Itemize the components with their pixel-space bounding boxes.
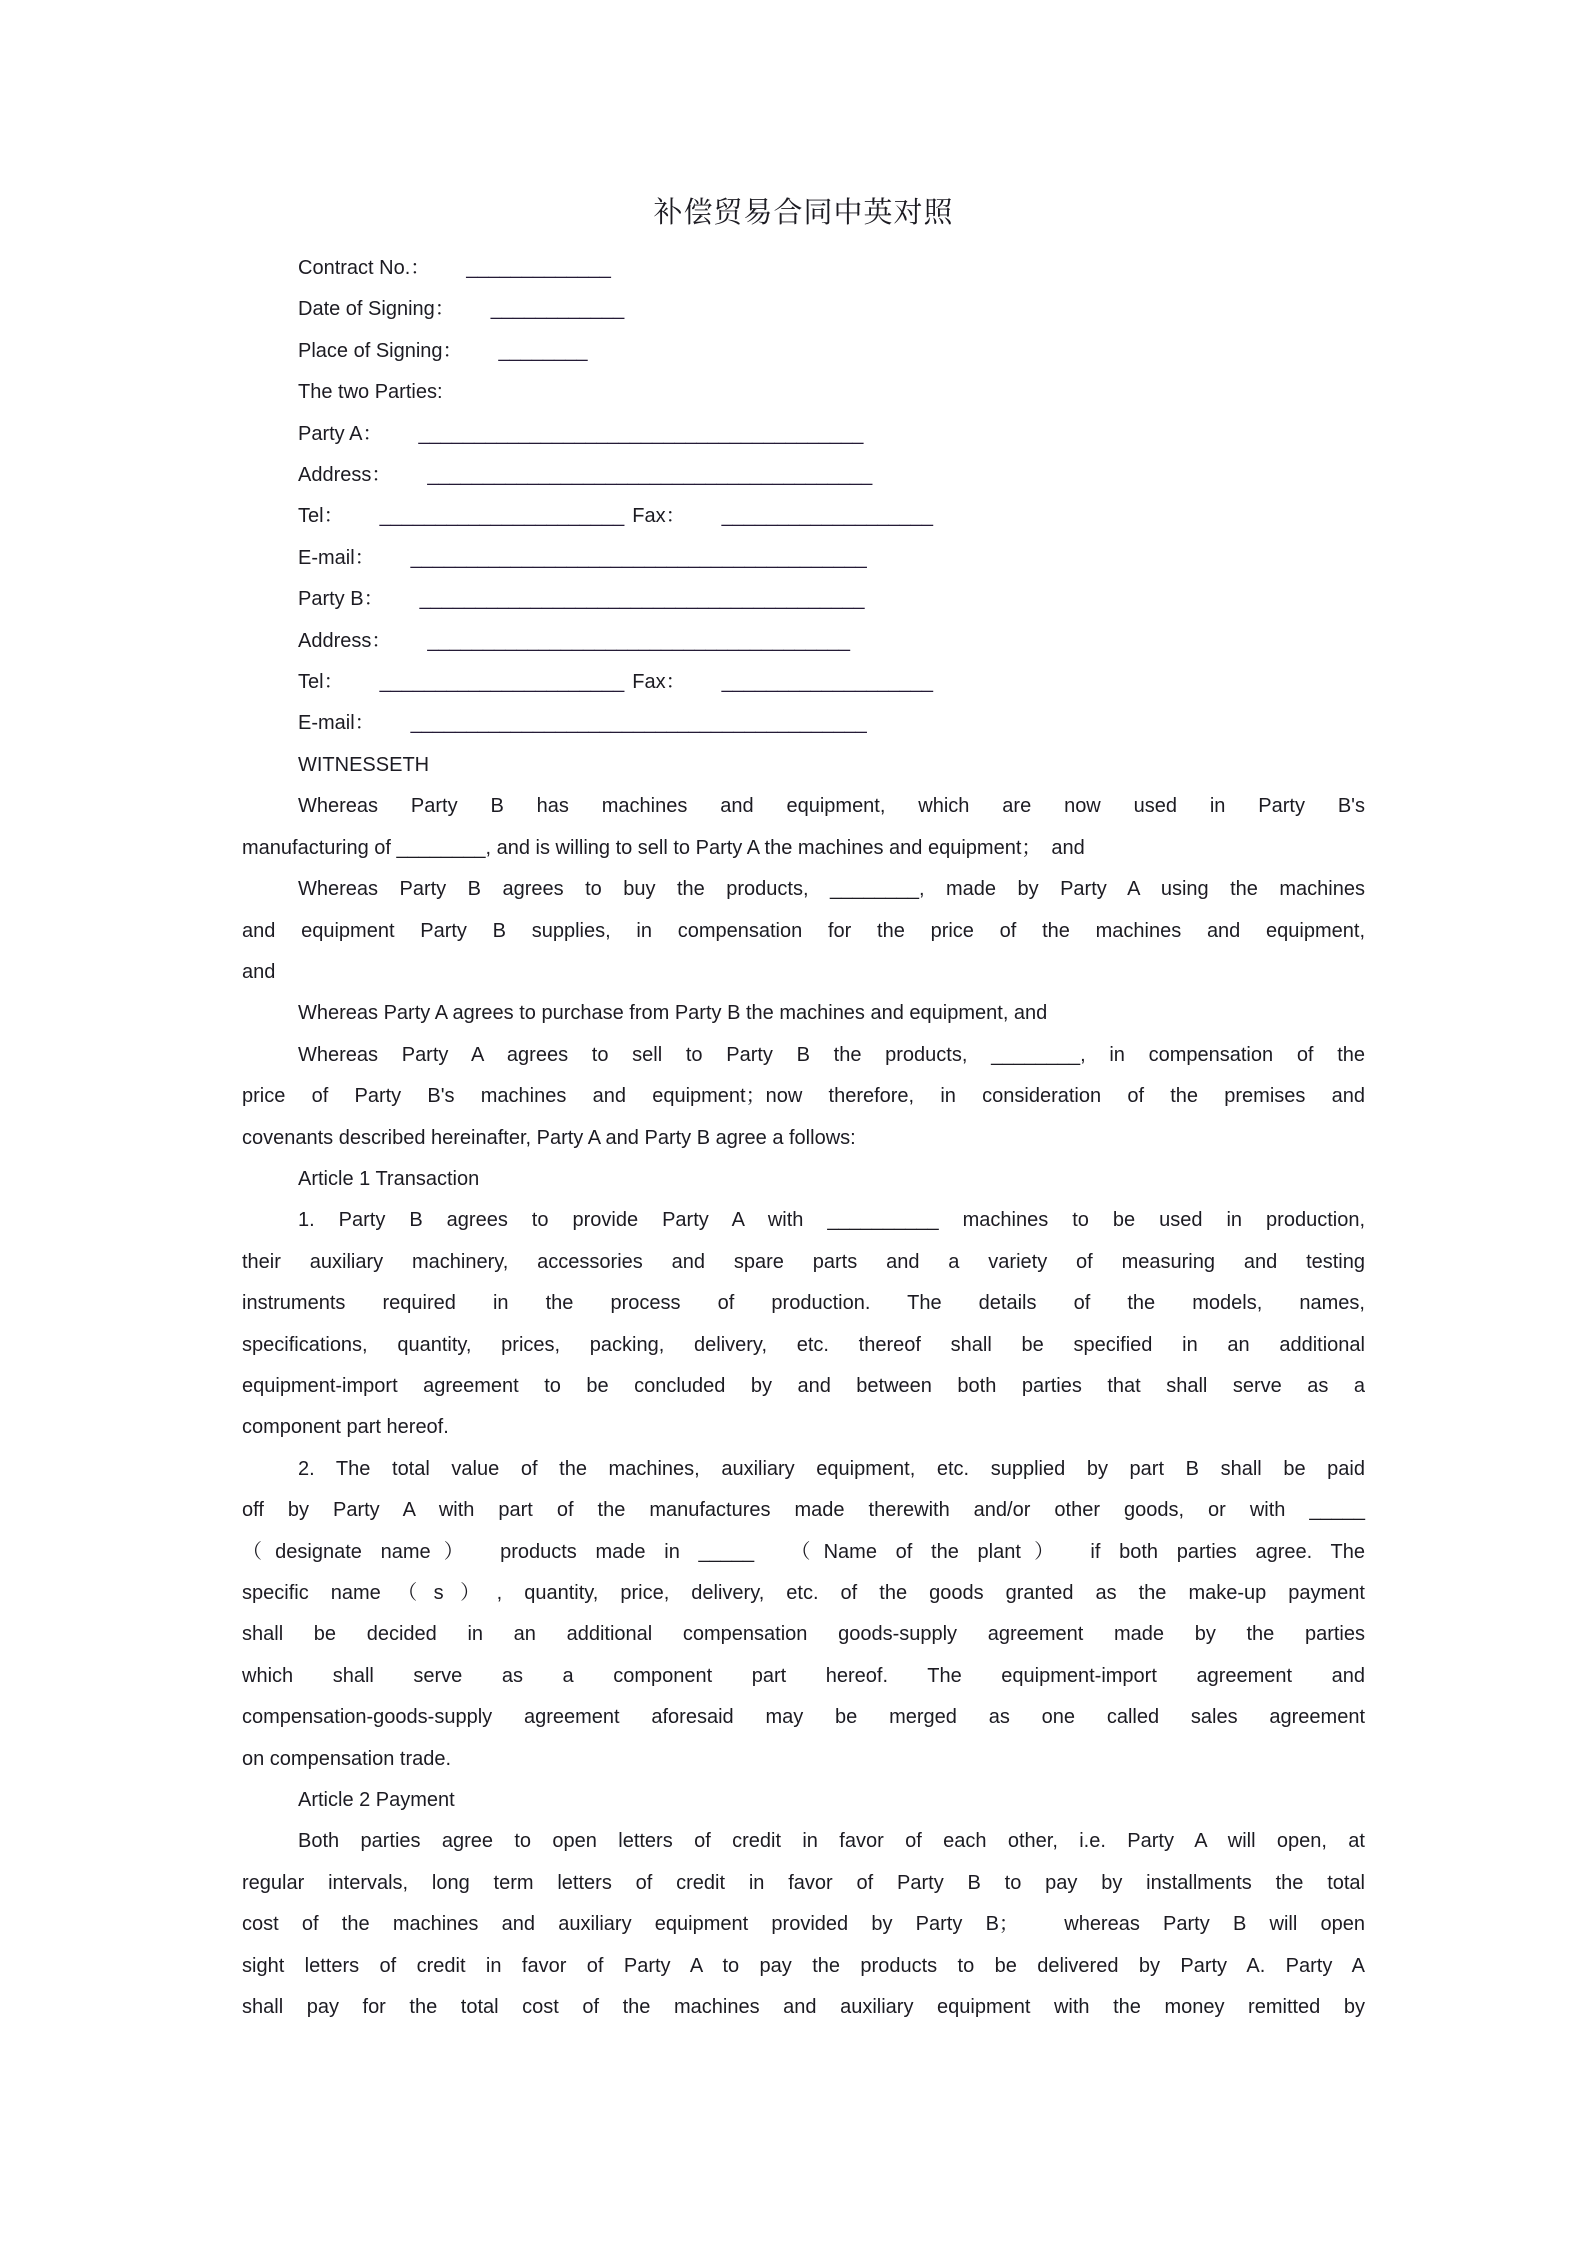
header-field-row bbox=[242, 579, 1365, 620]
header-field-row bbox=[242, 496, 1365, 537]
field-blank-line: ________________________________________ bbox=[427, 464, 873, 487]
article-1-clause-2-line: （designate name） products made in _____ （Name of the plant） if both parties agree. The bbox=[242, 1540, 1365, 1563]
article-1-clause-1-line: equipment-import agreement to be concluded by and between both parties that shall serve as a bbox=[242, 1374, 1365, 1397]
article-1-heading-line: Article 1 Transaction bbox=[298, 1167, 480, 1190]
field-blank-line: ____________ bbox=[490, 298, 625, 321]
header-field-row bbox=[242, 538, 1365, 579]
recital-2-line: and equipment Party B supplies, in compensation for the price of the machines and equipment, bbox=[242, 919, 1365, 942]
header-field-row bbox=[242, 289, 1365, 330]
field-label: Place of Signing： bbox=[298, 339, 463, 362]
recital-2-line: and bbox=[242, 960, 276, 983]
article-1-clause-1-line: 1. Party B agrees to provide Party A with __________ machines to be used in production, bbox=[298, 1209, 1365, 1232]
recital-4-line: price of Party B's machines and equipment；now therefore, in consideration of the premises and bbox=[242, 1085, 1365, 1108]
field-label: Party A： bbox=[298, 422, 383, 445]
field-blank-line: _____________ bbox=[466, 257, 611, 279]
header-field-row bbox=[242, 703, 1365, 744]
header-field-row bbox=[242, 455, 1365, 496]
field-label: E-mail： bbox=[298, 712, 375, 735]
recital-4-line: Whereas Party A agrees to sell to Party B the products, ________, in compensation of the bbox=[298, 1043, 1365, 1066]
article-1-clause-1-line: instruments required in the process of production. The details of the models, names, bbox=[242, 1292, 1365, 1315]
recital-3-line: Whereas Party A agrees to purchase from Party B the machines and equipment, and bbox=[298, 1002, 1048, 1025]
field-label: Address： bbox=[298, 464, 392, 487]
article-1-clause-2-line: specific name（s）, quantity, price, delivery, etc. of the goods granted as the make-up payment bbox=[242, 1582, 1365, 1604]
header-field-row bbox=[242, 372, 1365, 413]
field-blank-line: ________________________________________ bbox=[419, 588, 865, 611]
article-2-paragraph-line: regular intervals, long term letters of credit in favor of Party B to pay by installments the total bbox=[242, 1871, 1365, 1894]
field-blank-line: ________ bbox=[498, 339, 588, 362]
field-label: Fax： bbox=[632, 671, 686, 694]
field-label: Address： bbox=[298, 629, 392, 652]
article-2-paragraph-line: Both parties agree to open letters of credit in favor of each other, i.e. Party A will open, at bbox=[298, 1830, 1365, 1853]
contract-header-fields bbox=[242, 248, 1365, 745]
field-label: E-mail： bbox=[298, 546, 375, 569]
field-label: Tel： bbox=[298, 505, 344, 528]
header-field-row bbox=[242, 248, 1365, 289]
field-blank-line: ________________________________________ bbox=[418, 422, 864, 445]
field-label: Fax： bbox=[632, 505, 686, 528]
field-label: Party B： bbox=[298, 588, 384, 611]
field-label: Contract No.： bbox=[298, 257, 431, 279]
field-blank-line: _________________________________________ bbox=[410, 546, 867, 569]
article-1-clause-2-line: which shall serve as a component part hereof. The equipment-import agreement and bbox=[242, 1664, 1365, 1687]
field-label: Tel： bbox=[298, 671, 344, 694]
header-field-row bbox=[242, 414, 1365, 455]
recital-4-line: covenants described hereinafter, Party A and Party B agree a follows: bbox=[242, 1126, 856, 1149]
article-2-heading-line: Article 2 Payment bbox=[298, 1789, 455, 1812]
field-label: The two Parties: bbox=[298, 381, 443, 404]
field-blank-line: ___________________ bbox=[721, 671, 933, 694]
article-1-clause-1-line: their auxiliary machinery, accessories and spare parts and a variety of measuring and testing bbox=[242, 1250, 1365, 1273]
header-field-row bbox=[242, 621, 1365, 662]
field-label: Date of Signing： bbox=[298, 298, 455, 321]
article-2-paragraph-line: cost of the machines and auxiliary equipment provided by Party B； whereas Party B will open bbox=[242, 1913, 1365, 1936]
field-blank-line: ______________________________________ bbox=[427, 629, 851, 652]
article-2-paragraph-line: sight letters of credit in favor of Party A to pay the products to be delivered by Party A. Party A bbox=[242, 1954, 1365, 1977]
field-blank-line: ___________________ bbox=[721, 505, 933, 528]
article-1-clause-2-line: shall be decided in an additional compensation goods-supply agreement made by the parties bbox=[242, 1623, 1365, 1646]
recital-2-line: Whereas Party B agrees to buy the products, ________, made by Party A using the machines bbox=[298, 878, 1365, 901]
article-1-clause-1-line: component part hereof. bbox=[242, 1416, 449, 1439]
field-blank-line: _________________________________________ bbox=[410, 712, 867, 735]
field-blank-line: ______________________ bbox=[379, 505, 625, 528]
header-field-row bbox=[242, 662, 1365, 703]
witnesseth-heading-line: WITNESSETH bbox=[298, 753, 430, 776]
article-1-clause-2-line: 2. The total value of the machines, auxiliary equipment, etc. supplied by part B shall be paid bbox=[298, 1457, 1365, 1480]
article-1-clause-2-line: compensation-goods-supply agreement aforesaid may be merged as one called sales agreement bbox=[242, 1706, 1365, 1729]
article-1-clause-2-line: off by Party A with part of the manufactures made therewith and/or other goods, or with _____ bbox=[242, 1499, 1365, 1522]
field-blank-line: ______________________ bbox=[379, 671, 625, 694]
document-title: 补偿贸易合同中英对照 bbox=[653, 197, 954, 229]
article-1-clause-2-line: on compensation trade. bbox=[242, 1747, 452, 1770]
header-field-row bbox=[242, 331, 1365, 372]
article-2-paragraph-line: shall pay for the total cost of the machines and auxiliary equipment with the money remitted by bbox=[242, 1996, 1365, 2019]
recital-1-line: Whereas Party B has machines and equipment, which are now used in Party B's bbox=[298, 795, 1365, 818]
contract-body bbox=[242, 745, 1365, 2029]
recital-1-line: manufacturing of ________, and is willing to sell to Party A the machines and equipment； and bbox=[242, 836, 1085, 859]
article-1-clause-1-line: specifications, quantity, prices, packing, delivery, etc. thereof shall be specified in an additional bbox=[242, 1333, 1365, 1356]
